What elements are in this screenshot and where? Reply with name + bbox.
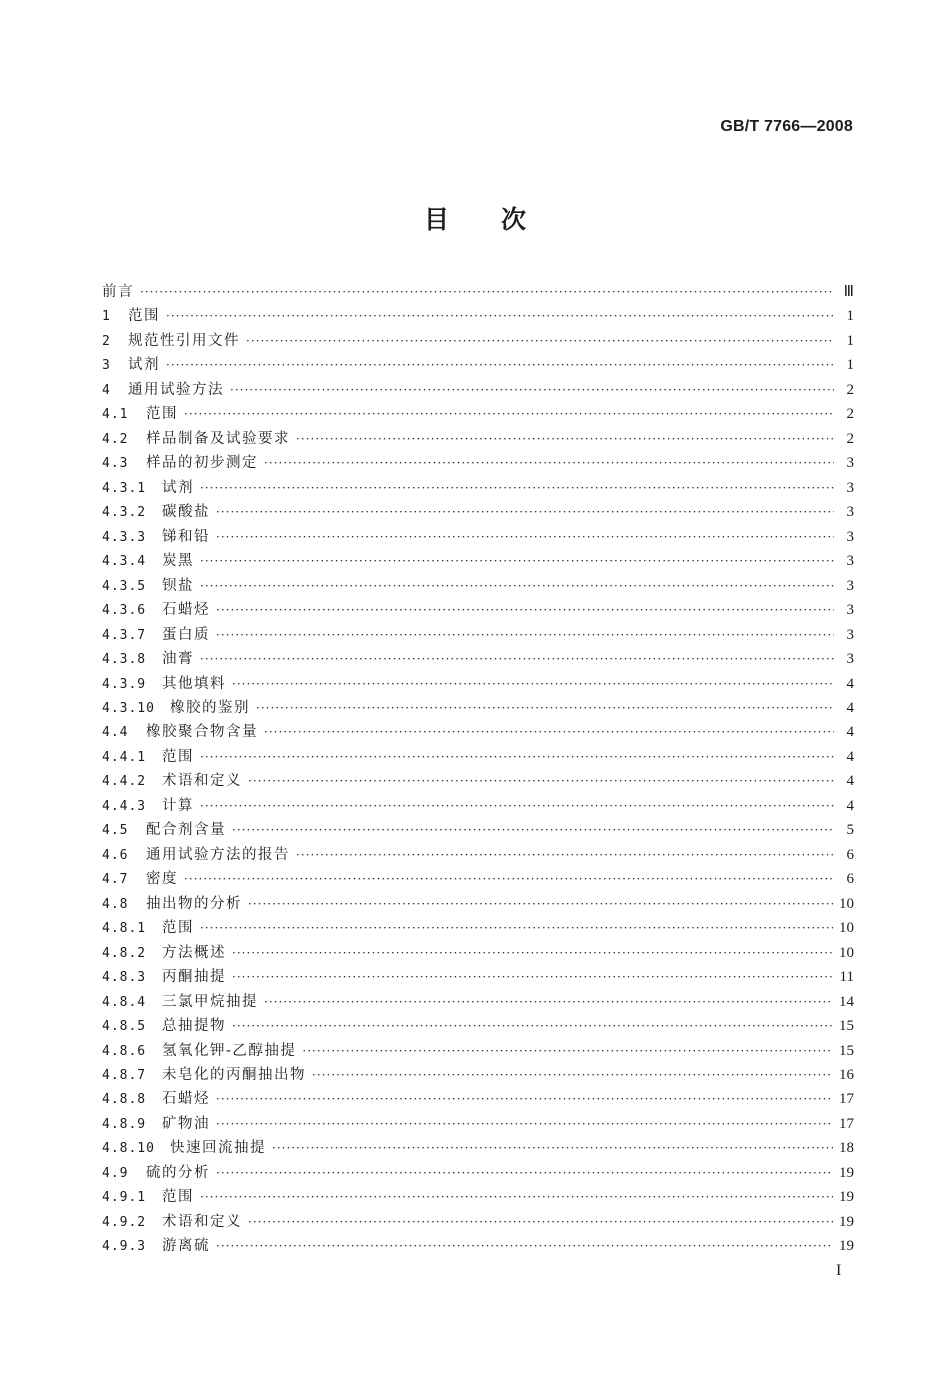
toc-entry[interactable] — [102, 647, 854, 671]
toc-entry-title: 蛋白质 — [162, 626, 210, 643]
toc-entry-number: 4.8.5 — [102, 1019, 147, 1035]
toc-entry-page: 19 — [839, 1238, 854, 1255]
toc-entry[interactable] — [102, 1185, 854, 1209]
dot-leader — [296, 427, 834, 451]
page-title — [0, 200, 950, 236]
toc-entry-number: 4.6 — [102, 847, 129, 863]
toc-entry[interactable] — [102, 990, 854, 1014]
toc-entry-title: 抽出物的分析 — [146, 895, 242, 912]
dot-leader — [246, 329, 834, 353]
dot-leader — [200, 1185, 833, 1209]
toc-entry-page: 1 — [846, 357, 854, 374]
toc-entry[interactable] — [102, 1136, 854, 1160]
dot-leader — [230, 378, 834, 402]
toc-entry-page: 2 — [846, 406, 854, 423]
toc-entry-page: 3 — [846, 651, 854, 668]
toc-entry-page: 4 — [846, 675, 854, 692]
toc-entry-page: 3 — [846, 528, 854, 545]
toc-entry-title: 范围 — [128, 308, 160, 325]
toc-entry-title: 通用试验方法 — [128, 381, 224, 398]
title-char-2: 次 — [501, 205, 527, 234]
dot-leader — [200, 745, 834, 769]
toc-entry-number: 4.7 — [102, 872, 129, 888]
toc-entry-number: 4.3.5 — [102, 578, 147, 594]
toc-entry-page: 3 — [846, 455, 854, 472]
toc-entry-page: 17 — [839, 1091, 854, 1108]
toc-entry-title: 样品的初步测定 — [146, 455, 258, 472]
toc-entry-page: 2 — [846, 381, 854, 398]
toc-entry-title: 游离硫 — [162, 1238, 210, 1255]
toc-entry-page: 19 — [839, 1213, 854, 1230]
toc-entry-page: 3 — [846, 479, 854, 496]
toc-entry-title: 范围 — [162, 1189, 194, 1206]
toc-entry[interactable] — [102, 1161, 854, 1185]
toc-entry-number: 4.3.2 — [102, 505, 147, 521]
toc-entry-page: 15 — [839, 1018, 854, 1035]
toc-entry-page: 4 — [846, 699, 854, 716]
toc-entry-number: 4.9.2 — [102, 1214, 147, 1230]
dot-leader — [200, 794, 834, 818]
dot-leader — [272, 1136, 833, 1160]
toc-entry[interactable] — [102, 941, 854, 965]
toc-entry-number: 4.9.1 — [102, 1190, 147, 1206]
toc-entry-page: 10 — [839, 895, 854, 912]
toc-entry-title: 样品制备及试验要求 — [146, 430, 290, 447]
toc-entry-number: 4.3.3 — [102, 529, 147, 545]
toc-entry[interactable] — [102, 500, 854, 524]
toc-entry-title: 密度 — [146, 871, 178, 888]
toc-entry-number: 4.4.3 — [102, 798, 147, 814]
toc-entry-title: 未皂化的丙酮抽出物 — [162, 1067, 306, 1083]
toc-entry-title: 规范性引用文件 — [128, 332, 240, 349]
dot-leader — [200, 916, 833, 940]
dot-leader — [312, 1063, 833, 1087]
toc-entry-number: 4.8.9 — [102, 1116, 147, 1132]
dot-leader — [200, 476, 834, 500]
dot-leader — [200, 574, 834, 598]
dot-leader — [296, 843, 834, 867]
toc-entry-page: 1 — [846, 332, 854, 349]
toc-entry-title: 石蜡烃 — [162, 602, 210, 619]
toc-entry-number: 3 — [102, 358, 111, 374]
toc-entry[interactable] — [102, 672, 854, 696]
toc-entry[interactable] — [102, 1063, 854, 1087]
toc-entry[interactable] — [102, 916, 854, 940]
toc-entry-page: 16 — [839, 1067, 854, 1083]
toc-entry-number: 4.3.7 — [102, 627, 147, 643]
toc-entry-number: 4.8.3 — [102, 970, 147, 986]
toc-entry-page: 3 — [846, 577, 854, 594]
toc-entry-page: 4 — [846, 797, 854, 814]
toc-entry[interactable] — [102, 280, 854, 304]
toc-entry-number: 4.8.6 — [102, 1043, 147, 1059]
toc-entry-page: 11 — [839, 969, 854, 986]
toc-entry-title: 钡盐 — [162, 577, 194, 594]
toc-entry-number: 4.4.2 — [102, 774, 147, 790]
toc-entry[interactable] — [102, 574, 854, 598]
toc-entry-title: 锑和铅 — [162, 528, 210, 545]
toc-entry-number: 4.3.10 — [102, 700, 155, 716]
toc-entry-number: 4.3.4 — [102, 554, 147, 570]
toc-entry[interactable] — [102, 843, 854, 867]
toc-entry-title: 术语和定义 — [162, 1213, 242, 1230]
toc-entry[interactable] — [102, 623, 854, 647]
dot-leader — [302, 1039, 833, 1063]
toc-entry-title: 硫的分析 — [146, 1164, 210, 1181]
toc-entry[interactable] — [102, 769, 854, 793]
toc-entry[interactable] — [102, 867, 854, 891]
toc-entry-number: 4.3.8 — [102, 652, 147, 668]
dot-leader — [232, 941, 833, 965]
toc-entry-page: 3 — [846, 553, 854, 570]
toc-entry[interactable] — [102, 818, 854, 842]
toc-entry[interactable] — [102, 402, 854, 426]
toc-entry[interactable] — [102, 427, 854, 451]
toc-entry-number: 4.8.8 — [102, 1092, 147, 1108]
toc-entry-number: 4.3.6 — [102, 603, 147, 619]
toc-entry[interactable] — [102, 745, 854, 769]
toc-entry-page: 14 — [839, 993, 854, 1010]
toc-entry-number: 4.8.2 — [102, 945, 147, 961]
toc-entry[interactable] — [102, 598, 854, 622]
dot-leader — [184, 867, 834, 891]
toc-entry-page: 18 — [839, 1140, 854, 1157]
toc-entry-number: 4.4 — [102, 725, 129, 741]
toc-entry-title: 碳酸盐 — [162, 504, 210, 521]
toc-entry-title: 三氯甲烷抽提 — [162, 993, 258, 1010]
dot-leader — [264, 720, 834, 744]
toc-entry-page: 19 — [839, 1164, 854, 1181]
toc-entry-title: 前言 — [102, 284, 134, 300]
toc-entry-title: 范围 — [146, 406, 178, 423]
dot-leader — [216, 1161, 833, 1185]
toc-entry-page: 2 — [846, 430, 854, 447]
toc-entry[interactable] — [102, 696, 854, 720]
toc-entry[interactable] — [102, 476, 854, 500]
toc-entry-page: 6 — [846, 871, 854, 888]
toc-entry-title: 橡胶的鉴别 — [170, 699, 250, 716]
dot-leader — [248, 892, 833, 916]
toc-entry-number: 1 — [102, 309, 111, 325]
toc-entry-number: 4.8.10 — [102, 1141, 155, 1157]
dot-leader — [264, 990, 833, 1014]
toc-entry-number: 4.1 — [102, 407, 129, 423]
toc-entry-title: 橡胶聚合物含量 — [146, 724, 258, 741]
standard-code: GB/T 7766—2008 — [720, 118, 853, 135]
toc-entry-page: 5 — [846, 822, 854, 839]
toc-entry-number: 4.8 — [102, 896, 129, 912]
toc-entry-number: 4.9.3 — [102, 1239, 147, 1255]
dot-leader — [200, 647, 834, 671]
toc-entry[interactable] — [102, 1234, 854, 1258]
toc-entry-page: 15 — [839, 1042, 854, 1059]
toc-entry[interactable] — [102, 794, 854, 818]
dot-leader — [232, 1014, 833, 1038]
dot-leader — [184, 402, 834, 426]
toc-entry-number: 4.3 — [102, 456, 129, 472]
toc-entry-page: Ⅲ — [843, 284, 854, 300]
toc-entry-title: 术语和定义 — [162, 773, 242, 790]
toc-entry-page: 1 — [846, 308, 854, 325]
toc-entry-number: 4.2 — [102, 431, 129, 447]
toc-entry-title: 矿物油 — [162, 1115, 210, 1132]
toc-entry[interactable] — [102, 549, 854, 573]
dot-leader — [232, 965, 834, 989]
toc-entry-number: 4 — [102, 382, 111, 398]
toc-entry[interactable] — [102, 304, 854, 328]
toc-entry-page: 17 — [839, 1115, 854, 1132]
dot-leader — [264, 451, 834, 475]
toc-entry-title: 炭黑 — [162, 553, 194, 570]
toc-entry-page: 3 — [846, 602, 854, 619]
toc-entry-page: 3 — [846, 626, 854, 643]
toc-entry[interactable] — [102, 1210, 854, 1234]
toc-entry[interactable] — [102, 720, 854, 744]
toc-entry-title: 范围 — [162, 748, 194, 765]
toc-entry-page: 10 — [839, 944, 854, 961]
toc-entry-page: 10 — [839, 920, 854, 937]
toc-entry-title: 配合剂含量 — [146, 822, 226, 839]
toc-entry-title: 范围 — [162, 920, 194, 937]
toc-entry-title: 氢氧化钾-乙醇抽提 — [162, 1042, 297, 1059]
toc-entry[interactable] — [102, 378, 854, 402]
toc-entry[interactable] — [102, 965, 854, 989]
toc-entry-number: 4.8.7 — [102, 1068, 147, 1083]
toc-entry-title: 总抽提物 — [162, 1018, 226, 1035]
toc-entry-page: 4 — [846, 773, 854, 790]
toc-entry-title: 试剂 — [128, 357, 160, 374]
toc-entry[interactable] — [102, 892, 854, 916]
dot-leader — [216, 1087, 833, 1111]
toc-entry-page: 3 — [846, 504, 854, 521]
toc-entry[interactable] — [102, 329, 854, 353]
toc-entry-title: 丙酮抽提 — [162, 969, 226, 986]
toc-entry-number: 4.3.1 — [102, 480, 147, 496]
toc-entry[interactable] — [102, 1112, 854, 1136]
toc-entry-number: 2 — [102, 333, 111, 349]
toc-entry-page: 4 — [846, 748, 854, 765]
dot-leader — [248, 769, 834, 793]
toc-entry-number: 4.3.9 — [102, 676, 147, 692]
page-number: I — [836, 1262, 842, 1279]
dot-leader — [216, 623, 834, 647]
toc-entry-page: 6 — [846, 846, 854, 863]
toc-entry-number: 4.8.1 — [102, 921, 147, 937]
toc-entry-title: 快速回流抽提 — [170, 1140, 266, 1157]
dot-leader — [140, 280, 834, 304]
dot-leader — [216, 500, 834, 524]
dot-leader — [232, 818, 834, 842]
toc-entry-page: 19 — [839, 1189, 854, 1206]
toc-entry[interactable] — [102, 451, 854, 475]
toc-entry-title: 方法概述 — [162, 944, 226, 961]
toc-entry[interactable] — [102, 353, 854, 377]
toc-entry[interactable] — [102, 525, 854, 549]
toc-entry-number: 4.8.4 — [102, 994, 147, 1010]
dot-leader — [166, 353, 834, 377]
toc-entry[interactable] — [102, 1039, 854, 1063]
toc-entry[interactable] — [102, 1014, 854, 1038]
toc-entry-title: 试剂 — [162, 479, 194, 496]
toc-entry-page: 4 — [846, 724, 854, 741]
dot-leader — [216, 525, 834, 549]
toc-entry[interactable] — [102, 1087, 854, 1111]
dot-leader — [200, 549, 834, 573]
dot-leader — [216, 1112, 833, 1136]
toc-entry-number: 4.9 — [102, 1165, 129, 1181]
title-char-1: 目 — [423, 205, 449, 234]
toc-entry-title: 油膏 — [162, 651, 194, 668]
toc-entry-number: 4.5 — [102, 823, 129, 839]
toc-entry-number: 4.4.1 — [102, 749, 147, 765]
toc-entry-title: 计算 — [162, 797, 194, 814]
dot-leader — [216, 1234, 833, 1258]
toc-entry-title: 石蜡烃 — [162, 1091, 210, 1108]
dot-leader — [166, 304, 834, 328]
dot-leader — [256, 696, 834, 720]
dot-leader — [248, 1210, 833, 1234]
dot-leader — [232, 672, 834, 696]
dot-leader — [216, 598, 834, 622]
toc-entry-title: 通用试验方法的报告 — [146, 846, 290, 863]
toc-entry-title: 其他填料 — [162, 675, 226, 692]
table-of-contents — [102, 280, 854, 1259]
